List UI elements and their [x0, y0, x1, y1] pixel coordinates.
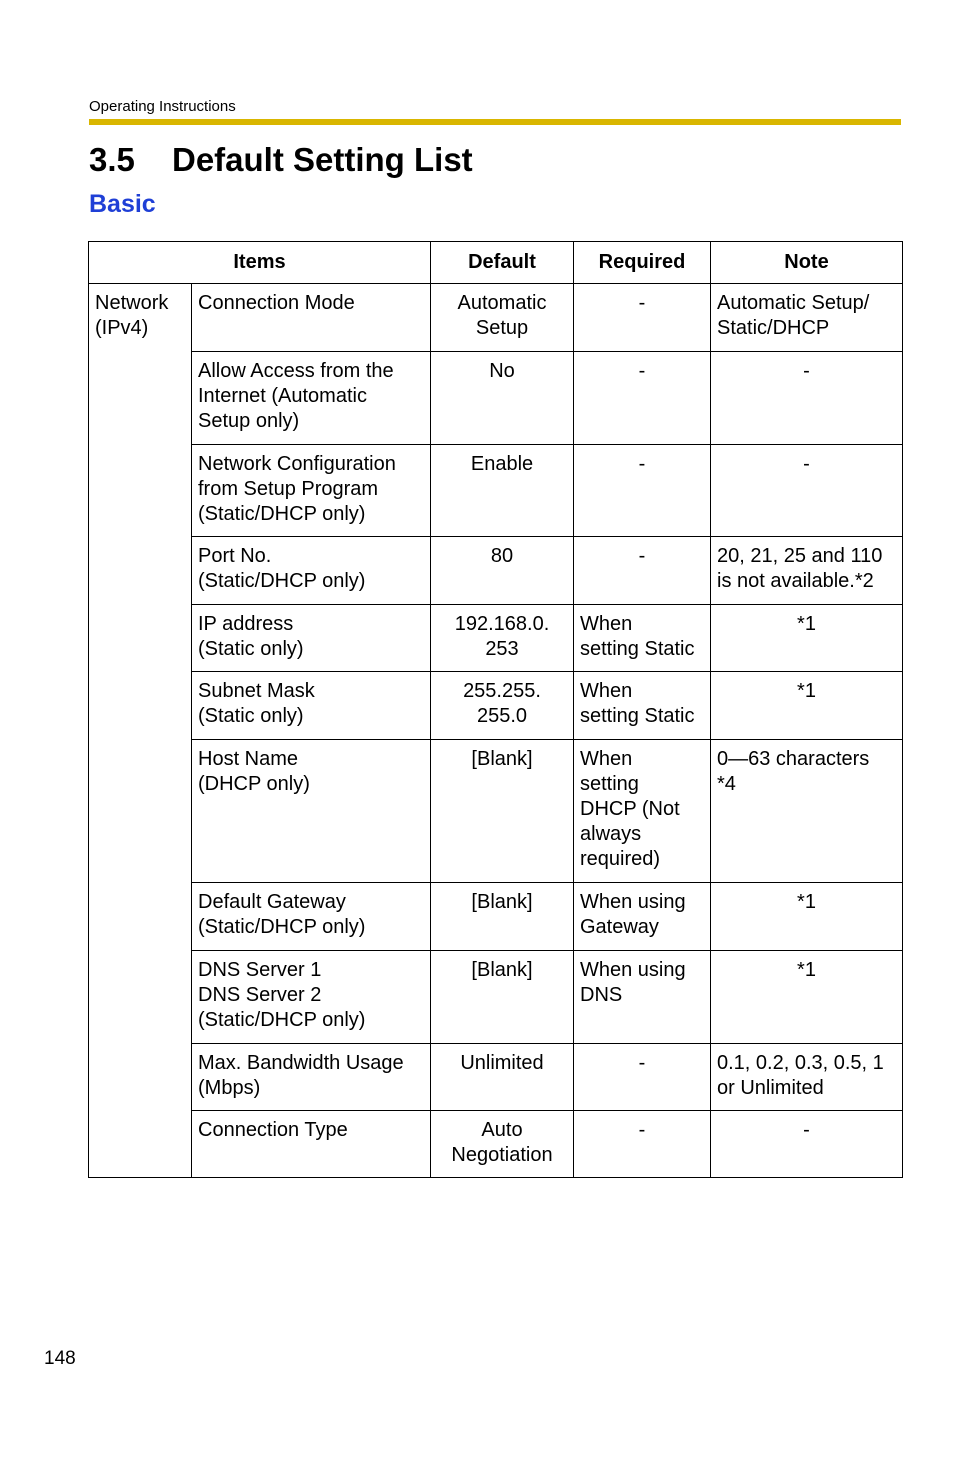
default-cell: No: [431, 352, 574, 445]
default-cell: 192.168.0. 253: [431, 605, 574, 672]
note-cell: 0—63 characters *4: [711, 740, 903, 883]
default-cell: Enable: [431, 445, 574, 537]
item-cell: Allow Access from the Internet (Automatic Setup only): [192, 352, 431, 445]
required-cell: When setting DHCP (Not always required): [574, 740, 711, 883]
running-header: Operating Instructions: [89, 98, 236, 115]
table-row: [89, 445, 903, 537]
note-cell: -: [711, 445, 903, 537]
default-cell: [Blank]: [431, 951, 574, 1044]
table-row: [89, 1044, 903, 1111]
default-cell: Auto Negotiation: [431, 1111, 574, 1178]
required-cell: When setting Static: [574, 672, 711, 740]
note-cell: Automatic Setup/ Static/DHCP: [711, 284, 903, 352]
required-cell: -: [574, 352, 711, 445]
required-cell: When using DNS: [574, 951, 711, 1044]
page-title: [89, 140, 473, 180]
note-cell: *1: [711, 951, 903, 1044]
default-cell: 80: [431, 537, 574, 605]
section-number: 3.5: [89, 141, 135, 178]
item-cell: Connection Mode: [192, 284, 431, 352]
table-row: [89, 951, 903, 1044]
item-cell: Subnet Mask (Static only): [192, 672, 431, 740]
note-cell: *1: [711, 883, 903, 951]
table-row: [89, 284, 903, 352]
section-title: Default Setting List: [172, 141, 473, 178]
item-cell: Host Name (DHCP only): [192, 740, 431, 883]
table-row: [89, 883, 903, 951]
item-cell: Port No. (Static/DHCP only): [192, 537, 431, 605]
table-row: [89, 1111, 903, 1178]
item-cell: IP address (Static only): [192, 605, 431, 672]
default-cell: [Blank]: [431, 740, 574, 883]
page-number: 148: [44, 1348, 76, 1369]
required-cell: -: [574, 1044, 711, 1111]
item-cell: Default Gateway (Static/DHCP only): [192, 883, 431, 951]
note-cell: *1: [711, 605, 903, 672]
header-required: Required: [574, 242, 711, 284]
item-cell: Network Configuration from Setup Program (Static/DHCP only): [192, 445, 431, 537]
required-cell: -: [574, 1111, 711, 1178]
group-cell: Network (IPv4): [89, 284, 192, 1178]
header-rule: [89, 119, 901, 125]
required-cell: -: [574, 284, 711, 352]
table-header-row: [89, 242, 903, 284]
required-cell: -: [574, 445, 711, 537]
required-cell: -: [574, 537, 711, 605]
required-cell: When setting Static: [574, 605, 711, 672]
default-cell: [Blank]: [431, 883, 574, 951]
default-cell: Unlimited: [431, 1044, 574, 1111]
section-subtitle: Basic: [89, 190, 156, 218]
header-default: Default: [431, 242, 574, 284]
table-row: [89, 352, 903, 445]
note-cell: 20, 21, 25 and 110 is not available.*2: [711, 537, 903, 605]
table-row: [89, 672, 903, 740]
table-body: [89, 284, 903, 1178]
header-items: Items: [89, 242, 431, 284]
note-cell: -: [711, 352, 903, 445]
required-cell: When using Gateway: [574, 883, 711, 951]
note-cell: *1: [711, 672, 903, 740]
table-row: [89, 740, 903, 883]
table-row: [89, 537, 903, 605]
header-note: Note: [711, 242, 903, 284]
item-cell: DNS Server 1 DNS Server 2 (Static/DHCP only): [192, 951, 431, 1044]
note-cell: -: [711, 1111, 903, 1178]
default-settings-table: [88, 241, 903, 1178]
default-cell: Automatic Setup: [431, 284, 574, 352]
default-cell: 255.255. 255.0: [431, 672, 574, 740]
table-row: [89, 605, 903, 672]
note-cell: 0.1, 0.2, 0.3, 0.5, 1 or Unlimited: [711, 1044, 903, 1111]
item-cell: Max. Bandwidth Usage (Mbps): [192, 1044, 431, 1111]
item-cell: Connection Type: [192, 1111, 431, 1178]
